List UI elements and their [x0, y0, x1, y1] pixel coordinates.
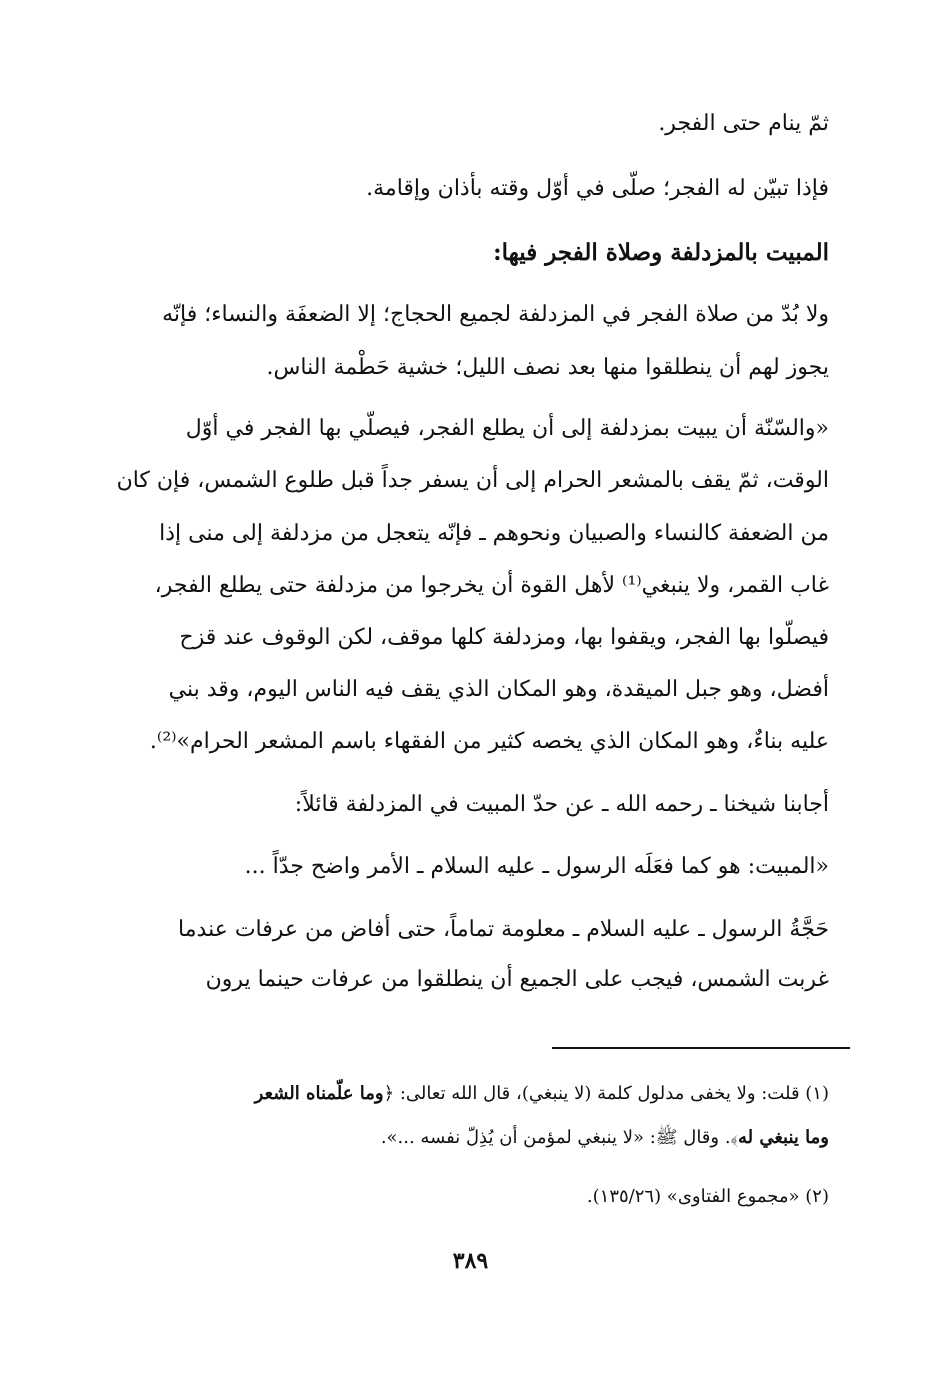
quote-line-2: الوقت، ثمّ يقف بالمشعر الحرام إلى أن يسفر جداً قبل طلوع الشمس، فإن كان: [116, 468, 829, 493]
quote-line-5: فيصلّوا بها الفجر، ويقفوا بها، ومزدلفة كلها موقف، لكن الوقوف عند قزح: [179, 625, 829, 650]
footnote-1-quran-b: وما ينبغي له: [737, 1127, 829, 1148]
body-line-8: غربت الشمس، فيجب على الجميع أن ينطلقوا من عرفات حينما يرون: [205, 967, 829, 992]
footnote-1-text-b: ﴾. وقال ﷺ: «لا ينبغي لمؤمن أن يُذِلّ نفسه ...».: [380, 1127, 738, 1148]
body-line-5: أجابنا شيخنا ـ رحمه الله ـ عن حدّ المبيت في المزدلفة قائلاً:: [294, 792, 829, 817]
footnote-1-line-2: [381, 1124, 829, 1152]
body-line-4: يجوز لهم أن ينطلقوا منها بعد نصف الليل؛ خشية حَطْمة الناس.: [266, 355, 829, 380]
quote-line-3: من الضعفة كالنساء والصبيان ونحوهم ـ فإنّه يتعجل من مزدلفة إلى منى إذا: [159, 521, 829, 546]
quote-line-7: عليه بناءٌ، وهو المكان الذي يخصه كثير من الفقهاء باسم المشعر الحرام»⁽²⁾.: [149, 729, 829, 754]
footnote-1-line-1: [255, 1080, 829, 1108]
quote-line-4: غاب القمر، ولا ينبغي⁽¹⁾ لأهل القوة أن يخرجوا من مزدلفة حتى يطلع الفجر،: [154, 573, 829, 598]
quote-line-6: أفضل، وهو جبل الميقدة، وهو المكان الذي يقف فيه الناس اليوم، وقد بني: [168, 677, 829, 702]
page-number: ٣٨٩: [452, 1248, 489, 1274]
footnote-2: (٢) «مجموع الفتاوى» (١٣٥/٢٦).: [586, 1186, 829, 1207]
section-heading: المبيت بالمزدلفة وصلاة الفجر فيها:: [493, 239, 829, 266]
body-line-1: ثمّ ينام حتى الفجر.: [658, 111, 829, 136]
quote-line-1: «والسّنّة أن يبيت بمزدلفة إلى أن يطلع الفجر، فيصلّي بها الفجر في أوّل: [185, 416, 829, 441]
footnote-1-quran-a: وما علّمناه الشعر: [254, 1083, 384, 1104]
body-line-3: ولا بُدّ من صلاة الفجر في المزدلفة لجميع الحجاج؛ إلا الضعفَة والنساء؛ فإنّه: [162, 302, 829, 327]
body-line-2: فإذا تبيّن له الفجر؛ صلّى في أوّل وقته بأذان وإقامة.: [366, 176, 829, 201]
footnote-divider: [552, 1047, 850, 1049]
body-line-6: «المبيت: هو كما فعَلَه الرسول ـ عليه السلام ـ الأمر واضح جدّاً ...: [244, 854, 829, 879]
body-line-7: حَجَّةُ الرسول ـ عليه السلام ـ معلومة تماماً، حتى أفاض من عرفات عندما: [178, 917, 829, 942]
footnote-1-text-a: (١) قلت: ولا يخفى مدلول كلمة (لا ينبغي)، قال الله تعالى: ﴿: [383, 1083, 829, 1104]
